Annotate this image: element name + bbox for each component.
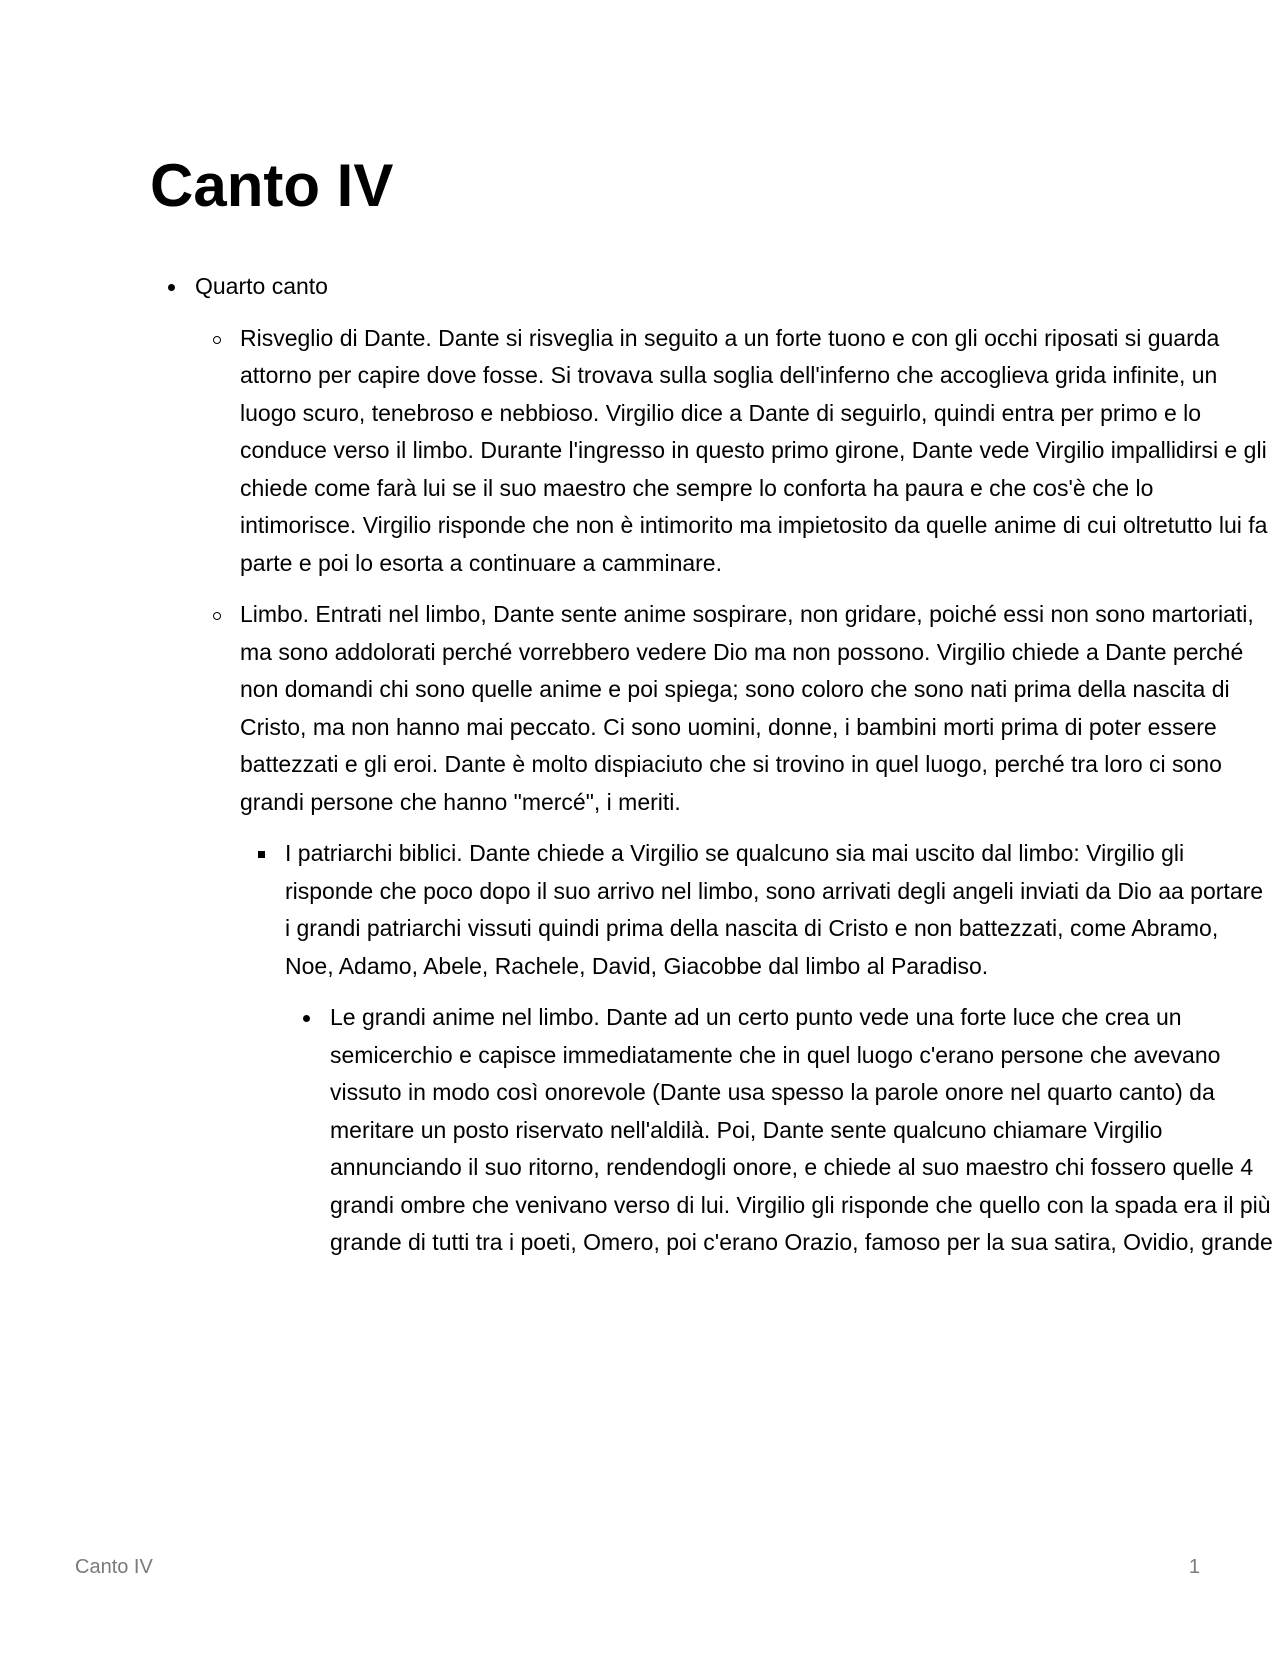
list-item-text: I patriarchi biblici. Dante chiede a Virgilio se qualcuno sia mai uscito dal limbo: Virgilio gli risponde che poco dopo il suo arrivo nel limbo, sono arrivati degli angeli inviati da Dio aa portare i grandi patriarchi vissuti quindi prima della nascita di Cristo e non battezzati, come Abramo, Noe, Adamo, Abele, Rachele, David, Giacobbe dal limbo al Paradiso. — [285, 840, 1264, 979]
list-item-patriarchi — [150, 835, 1270, 985]
bullet-disc-icon — [303, 1015, 310, 1022]
bullet-circle-icon — [213, 336, 221, 344]
document-body — [150, 268, 1273, 1276]
list-item-quarto-canto — [150, 268, 1130, 306]
page-title: Canto IV — [150, 152, 394, 219]
list-item-limbo — [150, 596, 1270, 821]
bullet-circle-icon — [213, 612, 221, 620]
footer-title: Canto IV — [75, 1556, 153, 1578]
list-item-text: Le grandi anime nel limbo. Dante ad un certo punto vede una forte luce che crea un semicerchio e capisce immediatamente che in quel luogo c'erano persone che avevano vissuto in modo così onorevole (Dante usa spesso la parole onore nel quarto canto) da meritare un posto riservato nell'aldilà. Poi, Dante sente qualcuno chiamare Virgilio annunciando il suo ritorno, rendendogli onore, e chiede al suo maestro chi fossero quelle 4 grandi ombre che venivano verso di lui. Virgilio gli risponde che quello con la spada era il più grande di tutti tra i poeti, Omero, poi c'erano Orazio, famoso per la sua satira, Ovidio, grande — [330, 1004, 1273, 1255]
list-item-grandi-anime — [150, 999, 1275, 1262]
page-number: 1 — [1188, 1556, 1200, 1578]
bullet-disc-icon — [168, 284, 175, 291]
list-item-text: Quarto canto — [195, 273, 328, 299]
bullet-square-icon — [258, 851, 265, 858]
list-item-text: Limbo. Entrati nel limbo, Dante sente anime sospirare, non gridare, poiché essi non sono martoriati, ma sono addolorati perché vorrebbero vedere Dio ma non possono. Virgilio chiede a Dante perché non domandi chi sono quelle anime e poi spiega; sono coloro che sono nati prima della nascita di Cristo, ma non hanno mai peccato. Ci sono uomini, donne, i bambini morti prima di poter essere battezzati e gli eroi. Dante è molto dispiaciuto che si trovino in quel luogo, perché tra loro ci sono grandi persone che hanno "mercé", i meriti. — [240, 601, 1254, 815]
list-item-risveglio — [150, 320, 1270, 583]
list-item-text: Risveglio di Dante. Dante si risveglia in seguito a un forte tuono e con gli occhi riposati si guarda attorno per capire dove fosse. Si trovava sulla soglia dell'inferno che accoglieva grida infinite, un luogo scuro, tenebroso e nebbioso. Virgilio dice a Dante di seguirlo, quindi entra per primo e lo conduce verso il limbo. Durante l'ingresso in questo primo girone, Dante vede Virgilio impallidirsi e gli chiede come farà lui se il suo maestro che sempre lo conforta ha paura e che cos'è che lo intimorisce. Virgilio risponde che non è intimorito ma impietosito da quelle anime di cui oltretutto lui fa parte e poi lo esorta a continuare a camminare. — [240, 324, 1268, 576]
